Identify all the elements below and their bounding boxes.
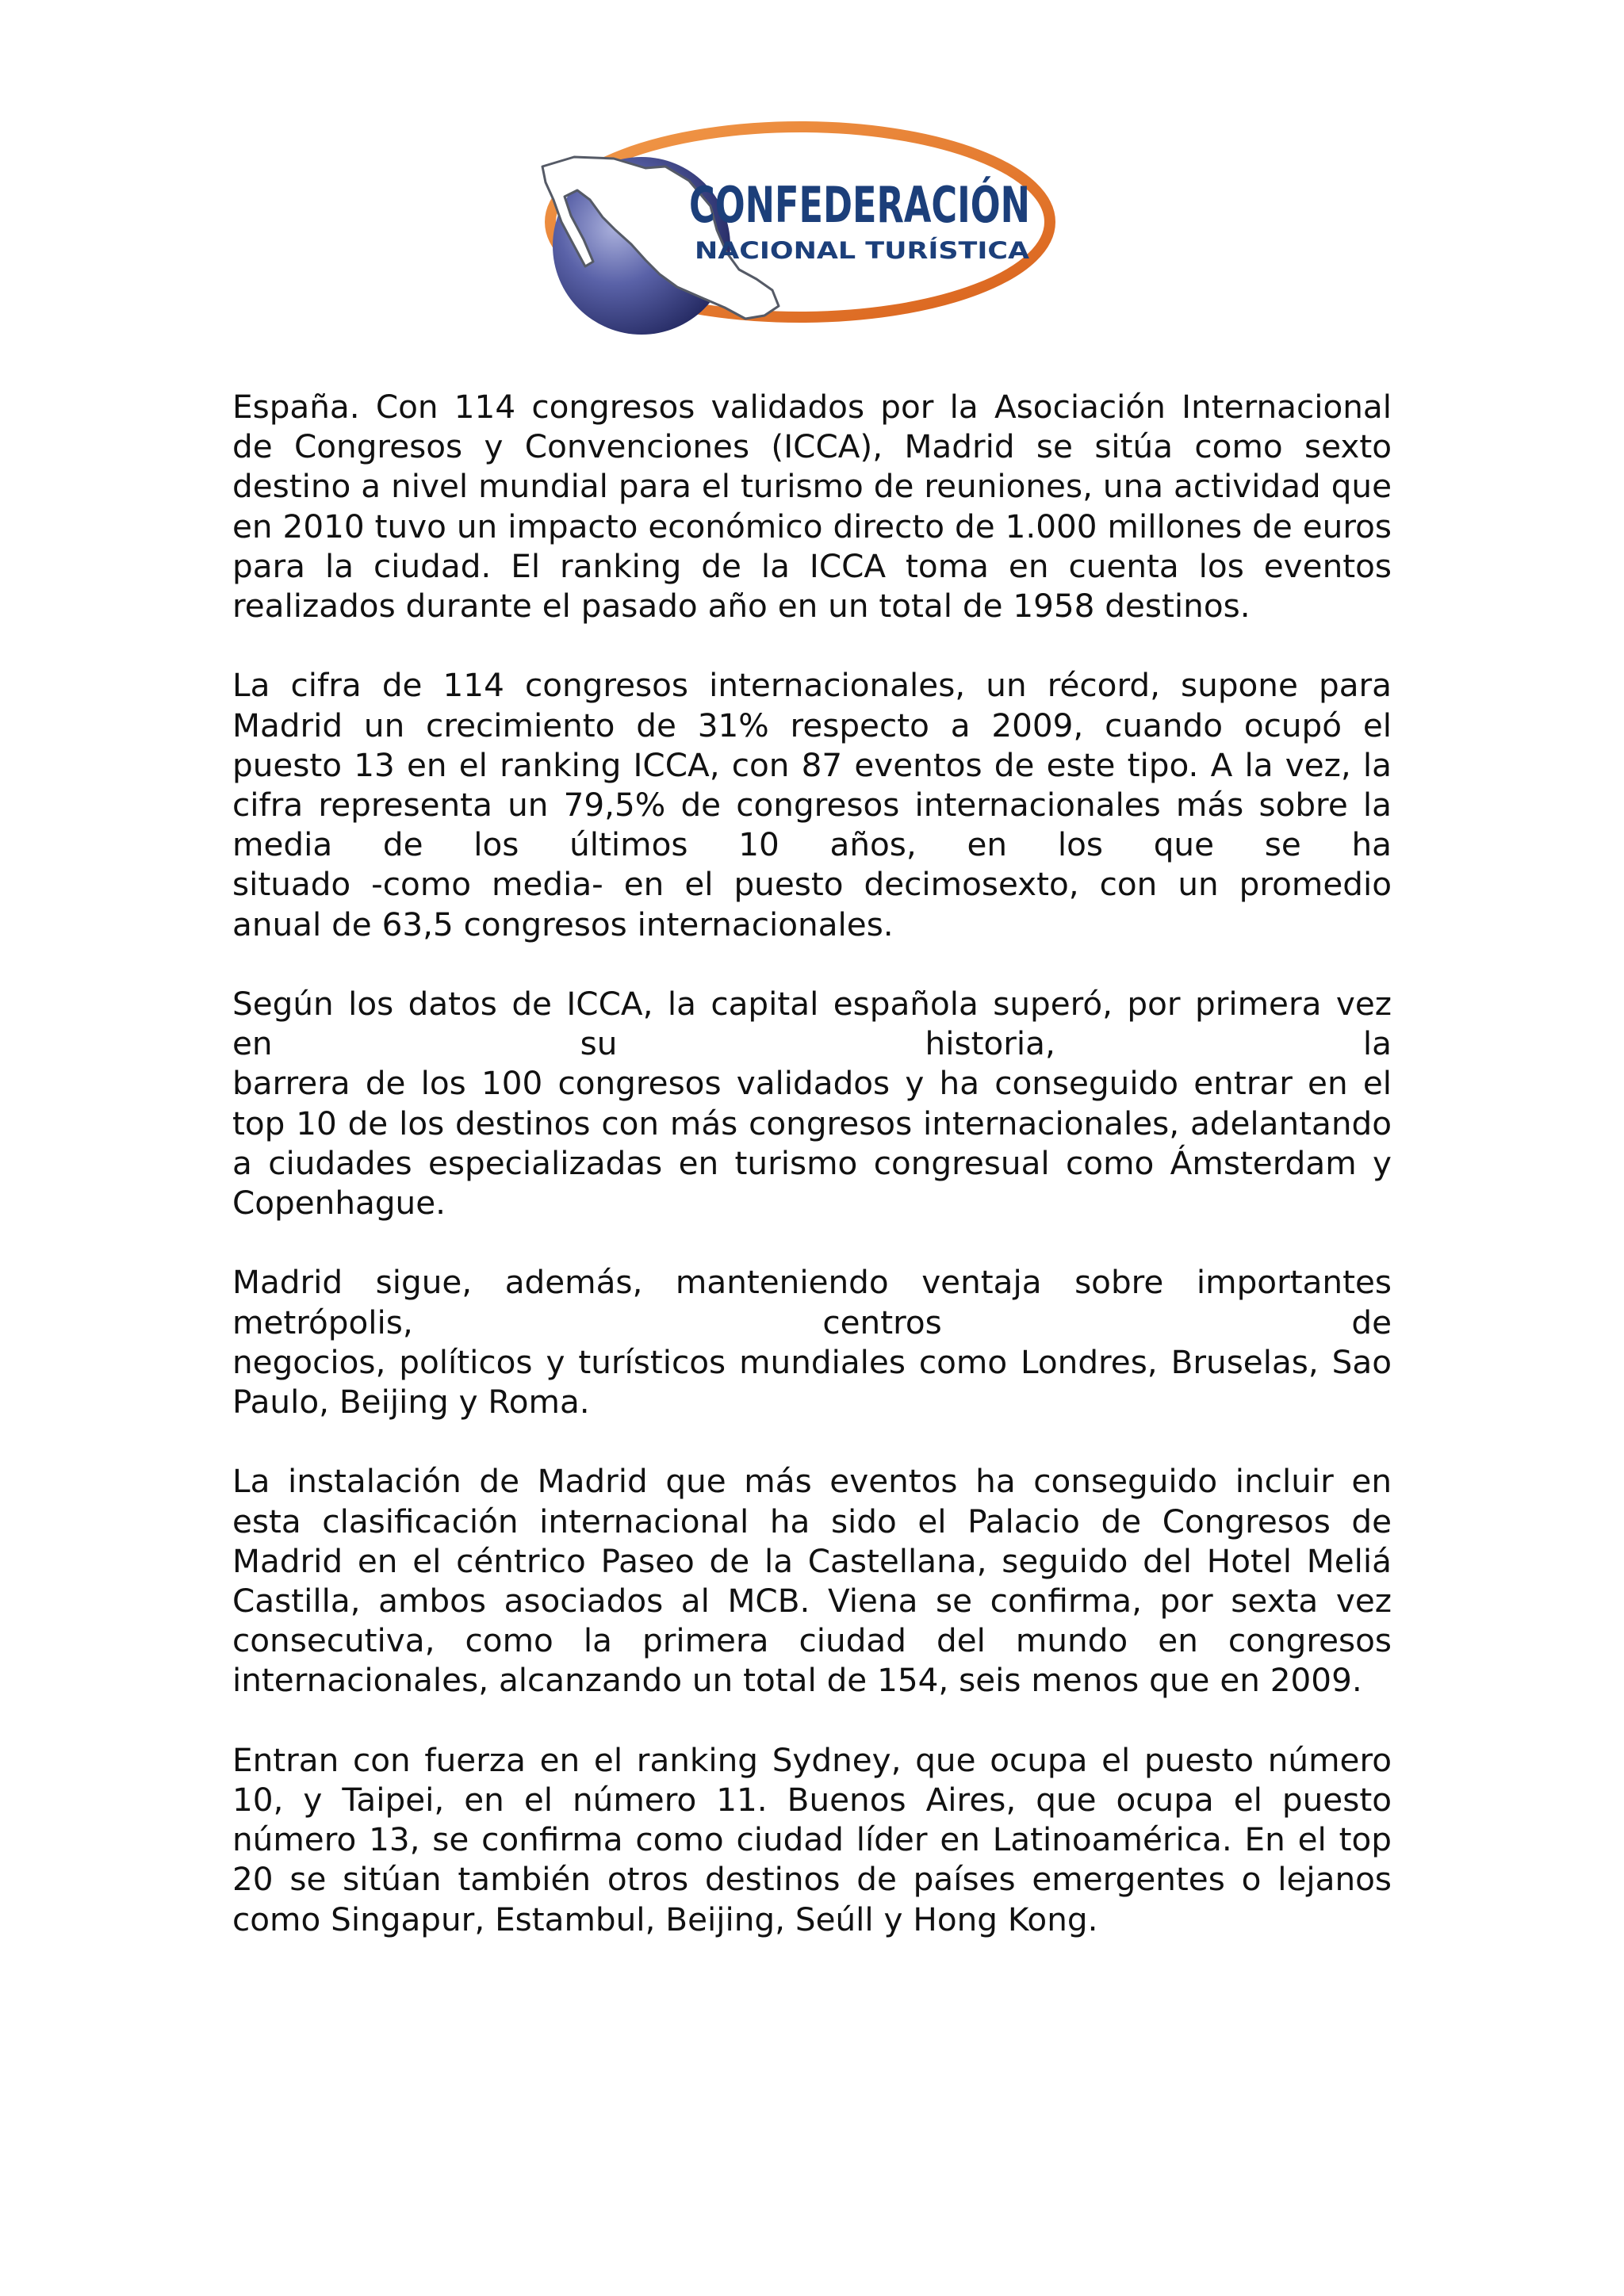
- paragraph-text: La instalación de Madrid que más eventos ha conseguido incluir en esta clasificación internacional ha sido el Palacio de Congresos de Madrid en el céntrico Paseo de la Castellana, seguido del Hotel Meliá Castilla, ambos asociados al MCB. Viena se confirma, por sexta vez consecutiva, como la primera ciudad del mundo en congresos internacionales, alcanzando un total de 154, seis menos que en 2009.: [232, 1462, 1392, 1700]
- paragraph: [232, 1262, 1392, 1422]
- paragraph-text: España. Con 114 congresos validados por la Asociación Internacional de Congresos y Convenciones (ICCA), Madrid se sitúa como sexto destino a nivel mundial para el turismo de reuniones, una actividad que en 2010 tuvo un impacto económico directo de 1.000 millones de euros para la ciudad. El ranking de la ICCA toma en cuenta los eventos realizados durante el pasado año en un total de 1958 destinos.: [232, 388, 1392, 626]
- paragraph-text: negocios, políticos y turísticos mundiales como Londres, Bruselas, Sao Paulo, Beijing y Roma.: [232, 1342, 1392, 1422]
- article-body: [232, 387, 1392, 1979]
- logo-graphic: [527, 111, 1082, 349]
- paragraph-text: barrera de los 100 congresos validados y ha conseguido entrar en el top 10 de los destinos con más congresos internacionales, adelantando a ciudades especializadas en turismo congresual como Ámsterdam y Copenhague.: [232, 1064, 1392, 1223]
- paragraph: [232, 387, 1392, 626]
- paragraph-text: Según los datos de ICCA, la capital española superó, por primera vez en su historia, la: [232, 985, 1392, 1063]
- logo-line1: CONFEDERACIÓN: [689, 176, 1030, 234]
- paragraph: [232, 665, 1392, 943]
- paragraph-text: Madrid sigue, además, manteniendo ventaja sobre importantes metrópolis, centros de: [232, 1263, 1392, 1341]
- paragraph: [232, 1461, 1392, 1700]
- paragraph: [232, 984, 1392, 1223]
- confederacion-nacional-turistica-logo: [527, 111, 1082, 349]
- paragraph-text: situado -como media- en el puesto decimosexto, con un promedio anual de 63,5 congresos internacionales.: [232, 865, 1392, 943]
- paragraph: [232, 1740, 1392, 1939]
- logo-line2: NACIONAL TURÍSTICA: [695, 237, 1030, 264]
- paragraph-text: Entran con fuerza en el ranking Sydney, que ocupa el puesto número 10, y Taipei, en el número 11. Buenos Aires, que ocupa el puesto número 13, se confirma como ciudad líder en Latinoamérica. En el top 20 se sitúan también otros destinos de países emergentes o lejanos como Singapur, Estambul, Beijing, Seúll y Hong Kong.: [232, 1740, 1392, 1938]
- paragraph-text: La cifra de 114 congresos internacionales, un récord, supone para Madrid un crecimiento de 31% respecto a 2009, cuando ocupó el puesto 13 en el ranking ICCA, con 87 eventos de este tipo. A la vez, la cifra representa un 79,5% de congresos internacionales más sobre la media de los últimos 10 años, en los que se ha: [232, 666, 1392, 864]
